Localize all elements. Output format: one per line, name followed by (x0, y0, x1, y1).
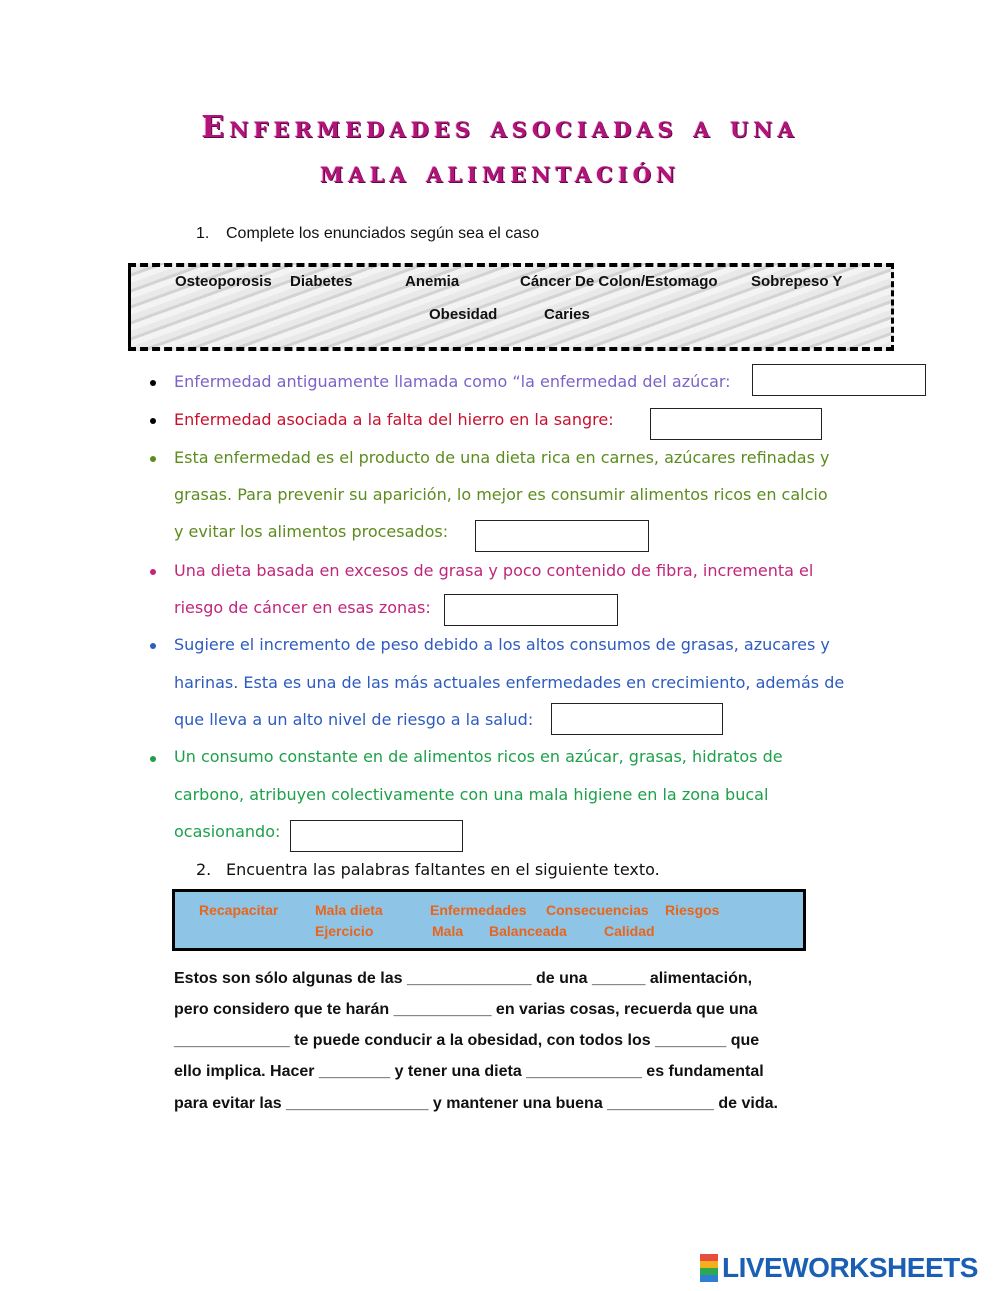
liveworksheets-logo (700, 1252, 978, 1284)
question-1-text: Enfermedad antiguamente llamada como “la enfermedad del azúcar: (174, 372, 731, 391)
answer-box-4[interactable] (444, 594, 618, 626)
question-6-text: carbono, atribuyen colectivamente con una mala higiene en la zona bucal (174, 785, 769, 804)
word-bank-2-item: Balanceada (489, 923, 567, 939)
instruction-1: Complete los enunciados según sea el caso (226, 225, 540, 242)
brand-name: LIVEWORKSHEETS (722, 1252, 978, 1283)
bullet (150, 569, 156, 575)
answer-box-3[interactable] (475, 520, 649, 552)
bullet (150, 380, 156, 386)
question-3-text: grasas. Para prevenir su aparición, lo mejor es consumir alimentos ricos en calcio (174, 485, 828, 504)
cloze-paragraph-line: Estos son sólo algunas de las ______________ de una ______ alimentación, (174, 970, 753, 987)
word-bank-1-item: Obesidad (429, 306, 498, 323)
question-3-text: Esta enfermedad es el producto de una dieta rica en carnes, azúcares refinadas y (174, 448, 830, 467)
instruction-1-number: 1. (196, 225, 210, 242)
word-bank-1-item: Osteoporosis (175, 273, 272, 290)
title-line-1: Enfermedades asociadas a una (201, 110, 799, 145)
instruction-2-number: 2. (196, 860, 212, 879)
bullet (150, 456, 156, 462)
instruction-2: Encuentra las palabras faltantes en el siguiente texto. (226, 860, 660, 879)
cloze-paragraph-line: _____________ te puede conducir a la obesidad, con todos los ________ que (174, 1032, 760, 1049)
question-5-text: harinas. Esta es una de las más actuales enfermedades en crecimiento, además de (174, 673, 845, 692)
word-bank-2-item: Enfermedades (430, 902, 527, 918)
word-bank-2-item: Mala dieta (315, 902, 383, 918)
word-bank-1-item: Anemia (405, 273, 460, 290)
question-6-text: Un consumo constante en de alimentos ricos en azúcar, grasas, hidratos de (174, 747, 783, 766)
question-5-text: Sugiere el incremento de peso debido a los altos consumos de grasas, azucares y (174, 635, 830, 654)
question-3-text: y evitar los alimentos procesados: (174, 522, 449, 541)
cloze-paragraph-line: pero considero que te harán ___________ en varias cosas, recuerda que una (174, 1001, 758, 1018)
question-6-text: ocasionando: (174, 822, 281, 841)
answer-box-2[interactable] (650, 408, 822, 440)
word-bank-2-item: Recapacitar (199, 902, 279, 918)
liveworksheets-logo-icon (700, 1254, 718, 1282)
word-bank-2-item: Calidad (604, 923, 655, 939)
word-bank-2-item: Consecuencias (546, 902, 649, 918)
answer-box-5[interactable] (551, 703, 723, 735)
question-4-text: riesgo de cáncer en esas zonas: (174, 598, 431, 617)
word-bank-2-item: Mala (432, 923, 464, 939)
word-bank-1-item: Caries (544, 306, 590, 323)
question-2-text: Enfermedad asociada a la falta del hierro en la sangre: (174, 410, 614, 429)
bullet (150, 643, 156, 649)
cloze-paragraph-line: para evitar las ________________ y mantener una buena ____________ de vida. (174, 1095, 778, 1112)
answer-box-6[interactable] (290, 820, 463, 852)
word-bank-1-item: Cáncer De Colon/Estomago (520, 273, 718, 290)
title-line-2: mala alimentación (319, 155, 681, 190)
word-bank-2 (172, 889, 806, 951)
bullet (150, 418, 156, 424)
word-bank-2-item: Riesgos (665, 902, 720, 918)
answer-box-1[interactable] (752, 364, 926, 396)
question-4-text: Una dieta basada en excesos de grasa y poco contenido de fibra, incrementa el (174, 561, 814, 580)
word-bank-1-item: Sobrepeso Y (751, 273, 843, 290)
word-bank-1-item: Diabetes (290, 273, 353, 290)
cloze-paragraph-line: ello implica. Hacer ________ y tener una dieta _____________ es fundamental (174, 1063, 764, 1080)
bullet (150, 756, 156, 762)
question-5-text: que lleva a un alto nivel de riesgo a la salud: (174, 710, 534, 729)
word-bank-2-item: Ejercicio (315, 923, 374, 939)
